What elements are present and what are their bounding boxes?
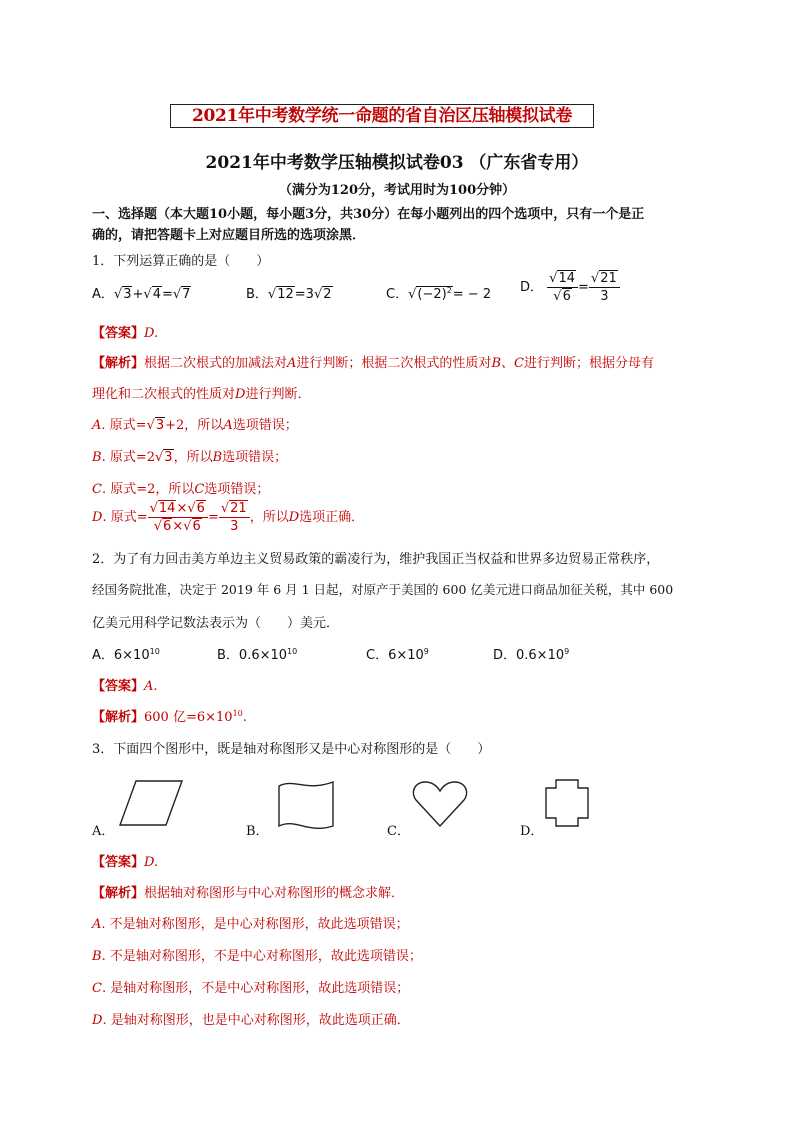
q1-analysis-radicand: 3 (155, 418, 165, 433)
q1-analysis-text: 选项错误； (204, 482, 270, 497)
q3-stem: 3．下面四个图形中，既是轴对称图形又是中心对称图形的是（ ） (92, 742, 491, 757)
q1-analysis-text: 进行判断；根据二次根式的性质对 (296, 356, 492, 371)
q1-answer-value: D. (144, 326, 159, 341)
q1-analysis-letter: A (287, 356, 297, 371)
page-subtitle: （满分为120分，考试用时为100分钟） (278, 183, 516, 198)
q3-analysis-c (92, 977, 409, 996)
section-heading-line2: 确的，请把答题卡上对应题目所选的选项涂黑． (92, 228, 366, 243)
q3-analysis-b (92, 945, 422, 964)
q1-analysis-text: . 原式= (102, 510, 148, 525)
q1-analysis-times: × (172, 519, 184, 534)
q1-analysis-letter: B (92, 450, 102, 465)
q1-analysis-radicand: 6 (163, 519, 172, 534)
q1-analysis-text: 进行判断． (245, 387, 311, 402)
q1-analysis-radicand: 6 (196, 501, 205, 516)
q1-analysis-text: 选项错误； (222, 450, 288, 465)
q1-analysis-text: 选项错误； (232, 418, 298, 433)
q1-option-d-eq: = (578, 280, 589, 295)
q1-option-b-rad1: 12 (277, 287, 294, 302)
q1-option-d-label: D． (520, 280, 544, 295)
q1-analysis-letter: B (212, 450, 223, 465)
q2-option-d-exp: 9 (564, 647, 570, 656)
q2-option-c (366, 644, 429, 663)
q2-analysis-exp: 10 (232, 709, 243, 718)
q3-option-d-label: D． (520, 824, 544, 839)
q1-option-c: C．$√(-2)^2= - 2$ (386, 286, 492, 302)
q1-analysis-line1 (92, 352, 654, 371)
q3-analysis-d (92, 1009, 410, 1028)
q2-option-b-exp: 10 (287, 647, 298, 656)
analysis-label: 【解析】 (92, 356, 145, 371)
q3-flag-figure (276, 778, 336, 830)
q3-analysis-text: . 是轴对称图形，不是中心对称图形，故此选项错误； (101, 981, 410, 996)
q2-option-d-text: D．0.6×10 (493, 648, 565, 663)
q2-stem-line2: 经国务院批准，决定于 2019 年 6 月 1 日起，对原产于美国的 600 亿美元进口商品加征关税，其中 600 (92, 582, 674, 597)
q1-analysis-text: . 原式= (101, 418, 147, 433)
q1-option-b-eq: =3 (294, 287, 314, 302)
q3-parallelogram-figure (118, 779, 184, 827)
q3-answer (92, 851, 158, 870)
q3-option-b-label: B． (246, 824, 269, 839)
q2-option-b-text: B．0.6×10 (217, 648, 288, 663)
q1-option-d-den: 6 (562, 289, 571, 304)
q1-analysis-d: D. 原式= $\frac{√14\times√6}{√6\times√6}$ = $\frac{√21}{3}$ ，所以D选项正确． (92, 501, 365, 534)
q3-analysis-letter: A (92, 917, 102, 932)
q1-analysis-radicand: 6 (192, 519, 201, 534)
q1-analysis-text: 根据二次根式的加减法对 (144, 356, 288, 371)
q1-analysis-line2 (92, 383, 310, 402)
q1-analysis-c (92, 478, 269, 497)
q1-option-c-eq: = − 2 (452, 287, 492, 302)
q1-option-a-rad2: 4 (152, 287, 161, 302)
q1-option-d-num: 14 (558, 271, 575, 286)
q3-analysis-a (92, 913, 409, 932)
q3-analysis (92, 882, 404, 901)
q3-analysis-letter: B (92, 949, 102, 964)
q1-option-b-rad2: 2 (323, 287, 332, 302)
q1-analysis-text: . 原式=2，所以 (101, 482, 195, 497)
q1-analysis-denominator: 3 (230, 519, 239, 534)
q1-option-d-rnum: 21 (600, 271, 617, 286)
q1-analysis-letter: A (92, 418, 102, 433)
q2-option-c-text: C．6×10 (366, 648, 424, 663)
q1-stem: 1．下列运算正确的是（ ） (92, 254, 270, 269)
q2-option-b (217, 644, 297, 663)
q1-analysis-letter: D (235, 387, 246, 402)
q3-analysis-text: . 不是轴对称图形，不是中心对称图形，故此选项错误； (101, 949, 422, 964)
q1-option-a-rad3: 7 (182, 287, 191, 302)
q1-analysis-letter: A (223, 418, 233, 433)
q1-option-b: B．√12=3√2 (246, 287, 332, 302)
q1-analysis-text: 选项正确． (299, 510, 365, 525)
series-title: 2021年中考数学统一命题的省自治区压轴模拟试卷 (170, 104, 594, 128)
q1-analysis-letter: C (194, 482, 205, 497)
page-title: 2021年中考数学压轴模拟试卷03 （广东省专用） (205, 153, 589, 173)
q1-analysis-radicand: 14 (158, 501, 176, 516)
analysis-label: 【解析】 (92, 886, 145, 901)
q2-option-c-exp: 9 (423, 647, 429, 656)
q3-answer-value: D. (144, 855, 159, 870)
q3-option-a-label: A． (92, 824, 115, 839)
q1-analysis-a: A. 原式=√3+2，所以A选项错误； (92, 418, 298, 433)
q1-option-a-rad1: 3 (123, 287, 132, 302)
q1-analysis-times: × (176, 501, 188, 516)
q1-analysis-radicand: 21 (230, 501, 247, 516)
q1-option-a-label: A． (92, 287, 114, 302)
q1-option-c-rad: (−2) (417, 287, 447, 302)
q1-option-d: D． $\frac{√14}{√6}$ = $\frac{√21}{3}$ (520, 270, 620, 305)
q3-analysis-letter: D (92, 1013, 103, 1028)
q1-analysis-text: +2，所以 (165, 418, 224, 433)
q3-analysis-text: . 不是轴对称图形，是中心对称图形，故此选项错误； (101, 917, 409, 932)
q1-analysis-letter: B、C (491, 356, 524, 371)
q2-option-a (92, 644, 160, 663)
q2-option-a-text: A．6×10 (92, 648, 150, 663)
q1-analysis-letter: D (92, 510, 103, 525)
q1-analysis-letter: C (92, 482, 102, 497)
q1-option-b-label: B． (246, 287, 268, 302)
q1-analysis-text: ，所以 (249, 510, 289, 525)
q2-answer-value: A. (144, 679, 158, 694)
q1-option-a-eq: = (161, 287, 173, 302)
q3-analysis-letter: C (92, 981, 102, 996)
q1-analysis-letter: D (288, 510, 300, 525)
q3-cross-figure (544, 778, 590, 828)
analysis-label: 【解析】 (92, 710, 145, 725)
q3-heart-figure (411, 780, 469, 828)
q2-analysis-text: 600 亿=6×10 (144, 710, 233, 725)
answer-label: 【答案】 (92, 855, 145, 870)
q1-analysis-b: B. 原式=2√3，所以B选项错误； (92, 450, 288, 465)
q2-analysis (92, 706, 247, 725)
q3-analysis-text: 根据轴对称图形与中心对称图形的概念求解． (144, 886, 405, 901)
q1-option-c-label: C． (386, 287, 409, 302)
q1-analysis-text: = (207, 510, 219, 525)
q1-option-a: A．√3+√4=√7 (92, 287, 191, 302)
q2-stem-line1: 2．为了有力回击美方单边主义贸易政策的霸凌行为，维护我国正当权益和世界多边贸易正常秩序， (92, 552, 660, 567)
q1-option-c-sup: 2 (446, 286, 452, 295)
q1-answer (92, 322, 158, 341)
q1-analysis-text: 进行判断；根据分母有 (523, 356, 654, 371)
q1-analysis-radicand: 3 (164, 450, 173, 465)
q1-analysis-text: 理化和二次根式的性质对 (92, 387, 236, 402)
answer-label: 【答案】 (92, 679, 145, 694)
section-heading-line1: 一、选择题（本大题10小题，每小题3分，共30分）在每小题列出的四个选项中，只有一个是正 (92, 207, 645, 222)
q1-option-d-rden: 3 (600, 289, 609, 304)
q2-analysis-end: . (242, 710, 247, 725)
q1-option-a-plus: + (132, 287, 144, 302)
q2-option-d (493, 644, 569, 663)
q2-option-a-exp: 10 (149, 647, 160, 656)
q1-analysis-text: . 原式=2 (101, 450, 155, 465)
q3-analysis-text: . 是轴对称图形，也是中心对称图形，故此选项正确． (102, 1013, 410, 1028)
q3-option-c-label: C． (387, 824, 410, 839)
q2-answer (92, 675, 158, 694)
q1-analysis-text: ，所以 (173, 450, 213, 465)
answer-label: 【答案】 (92, 326, 145, 341)
q2-stem-line3: 亿美元用科学记数法表示为（ ）美元． (92, 616, 340, 631)
